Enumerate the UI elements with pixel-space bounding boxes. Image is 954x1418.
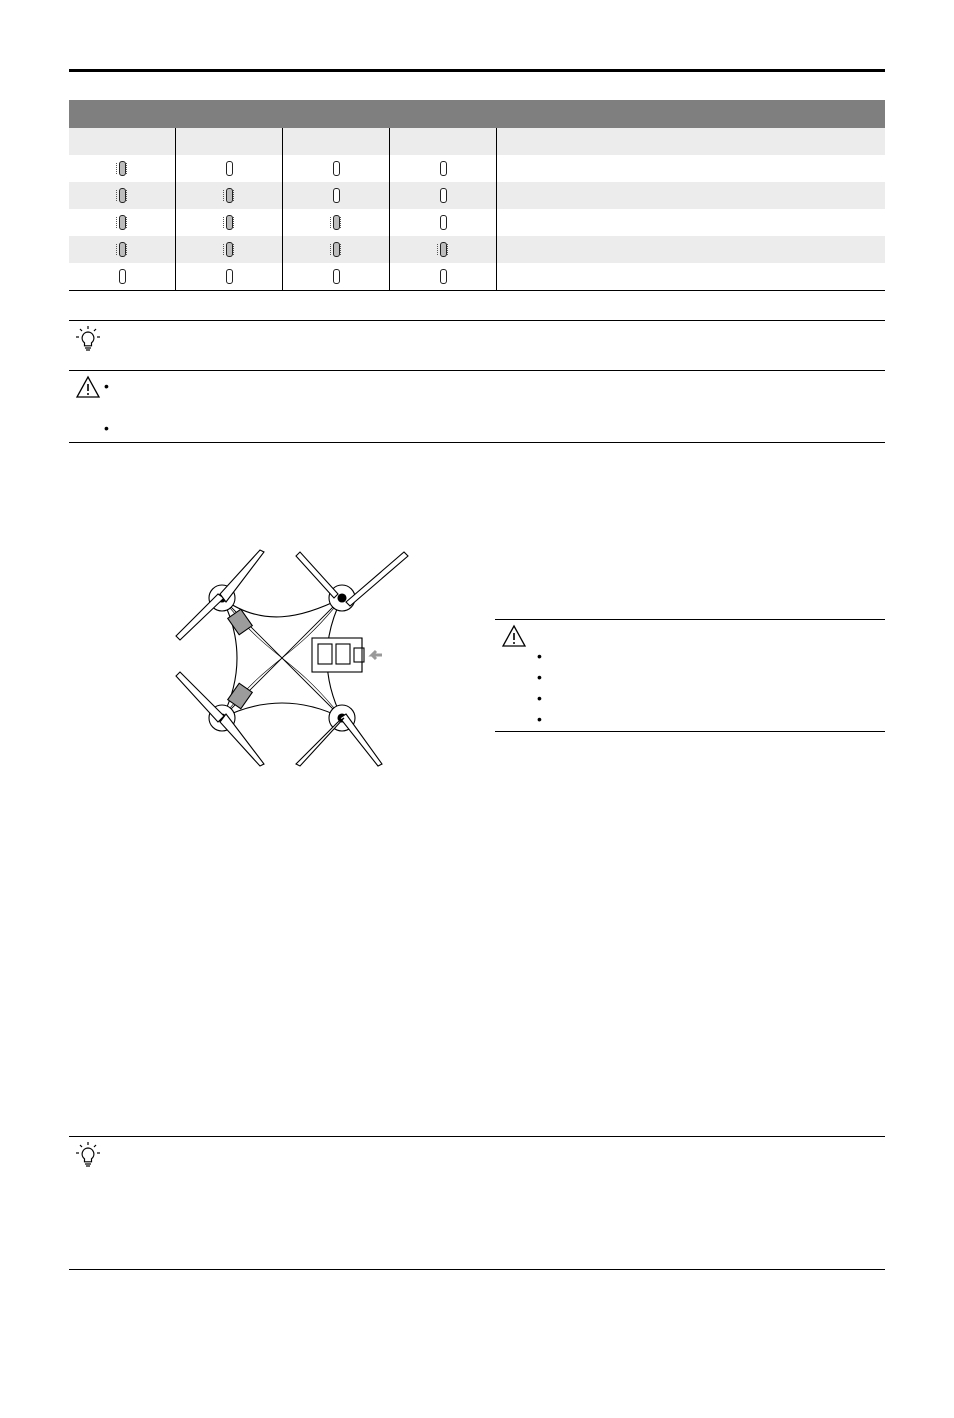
led-off-icon (333, 269, 340, 284)
led-cell (283, 236, 390, 263)
warning-note-battery (495, 619, 885, 732)
table-row (69, 155, 885, 182)
bullet-marker: • (537, 711, 542, 727)
led-blinking-icon (226, 215, 233, 230)
led-off-icon (440, 161, 447, 176)
led-blinking-icon (119, 242, 126, 257)
bullet-marker: • (104, 420, 109, 436)
battery-level-description (497, 209, 885, 236)
bullet-marker: • (537, 690, 542, 706)
led-cell (390, 182, 497, 209)
table-row (69, 263, 885, 290)
led-cell (176, 236, 283, 263)
battery-level-description (497, 155, 885, 182)
led-off-icon (333, 161, 340, 176)
led-cell (390, 236, 497, 263)
led-blinking-icon (226, 188, 233, 203)
led-cell (69, 236, 176, 263)
led-cell (176, 209, 283, 236)
column-header-led3 (283, 128, 390, 155)
bullet-marker: • (104, 378, 109, 394)
led-blinking-icon (119, 161, 126, 176)
table-row (69, 236, 885, 263)
led-off-icon (440, 188, 447, 203)
tip-note-bottom (69, 1136, 885, 1270)
led-cell (283, 209, 390, 236)
drone-top-view-illustration (172, 548, 412, 768)
led-cell (176, 182, 283, 209)
column-header-led2 (176, 128, 283, 155)
table-body (69, 155, 885, 290)
lightbulb-icon (75, 325, 101, 353)
column-header-led4 (390, 128, 497, 155)
led-off-icon (440, 215, 447, 230)
warning-triangle-icon (75, 375, 101, 399)
led-off-icon (333, 188, 340, 203)
table-header (69, 100, 885, 128)
bullet-marker: • (537, 648, 542, 664)
led-blinking-icon (119, 188, 126, 203)
battery-level-table (69, 100, 885, 291)
top-rule (69, 69, 885, 72)
led-cell (69, 155, 176, 182)
battery-level-description (497, 236, 885, 263)
arrow-left-icon (372, 651, 382, 659)
battery-level-description (497, 263, 885, 290)
led-blinking-icon (119, 215, 126, 230)
led-cell (283, 155, 390, 182)
table-row (69, 209, 885, 236)
led-cell (390, 209, 497, 236)
tip-note (69, 320, 885, 372)
led-cell (176, 263, 283, 290)
led-cell (390, 263, 497, 290)
led-cell (69, 263, 176, 290)
warning-triangle-icon (501, 624, 527, 648)
led-cell (283, 263, 390, 290)
led-off-icon (119, 269, 126, 284)
column-header-description (497, 128, 885, 155)
column-header-led1 (69, 128, 176, 155)
warning-note (69, 370, 885, 443)
battery-level-description (497, 182, 885, 209)
led-off-icon (440, 269, 447, 284)
led-cell (69, 209, 176, 236)
led-cell (283, 182, 390, 209)
led-blinking-icon (333, 215, 340, 230)
led-blinking-icon (440, 242, 447, 257)
table-row (69, 182, 885, 209)
table-bottom-rule (69, 290, 885, 291)
bullet-marker: • (537, 669, 542, 685)
led-blinking-icon (226, 242, 233, 257)
led-cell (390, 155, 497, 182)
led-blinking-icon (333, 242, 340, 257)
led-cell (69, 182, 176, 209)
led-off-icon (226, 269, 233, 284)
lightbulb-icon (75, 1141, 101, 1169)
led-cell (176, 155, 283, 182)
table-subheader (69, 128, 885, 155)
led-off-icon (226, 161, 233, 176)
